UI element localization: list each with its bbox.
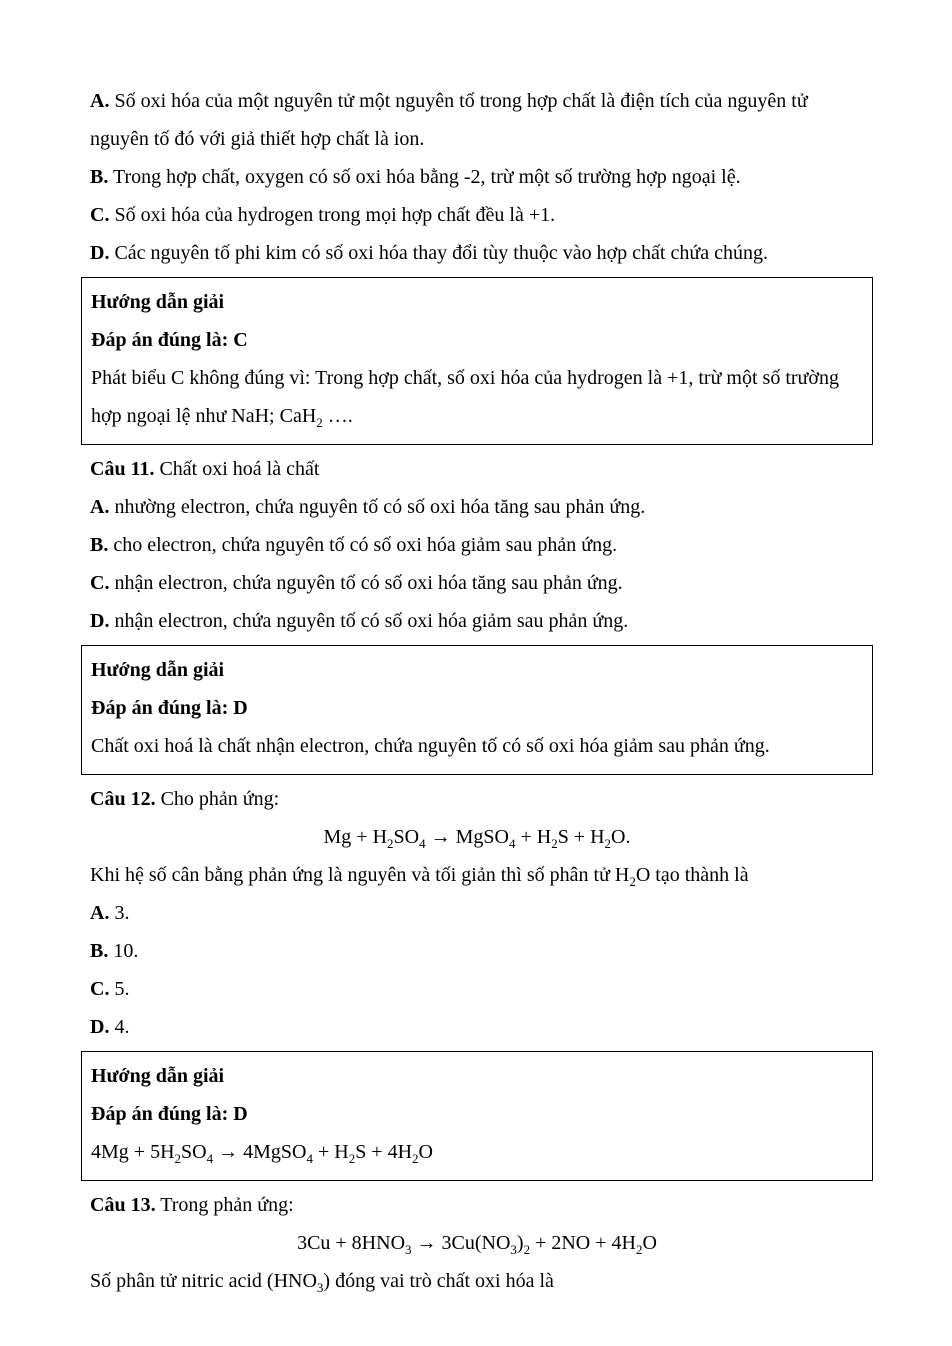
solution-equation-line (91, 1133, 863, 1171)
opening-options (90, 82, 864, 272)
solution-title-line (91, 283, 863, 321)
option-line-a (90, 82, 864, 158)
question-heading (90, 780, 864, 818)
option-line-d (90, 1008, 864, 1046)
question-text: Khi hệ số cân bằng phản ứng là nguyên và tối giản thì số phân tử $H_2O$ tạo thành là (90, 864, 749, 889)
option-text: 4. (109, 1016, 130, 1038)
question-stem: Trong phản ứng: (155, 1194, 294, 1216)
option-label: A. (90, 496, 110, 518)
solution-answer-line (91, 689, 863, 727)
option-label: C. (90, 204, 110, 226)
solution-explanation: Phát biểu C không đúng vì: Trong hợp chất, số oxi hóa của hydrogen là +1, trừ một số trường hợp ngoại lệ như NaH; CaH$_2$ …. (91, 367, 839, 430)
option-text: Số oxi hóa của một nguyên tử một nguyên tố trong hợp chất là điện tích của nguyên tử nguyên tố đó với giả thiết hợp chất là ion. (90, 90, 808, 150)
option-text: nhường electron, chứa nguyên tố có số oxi hóa tăng sau phản ứng. (109, 496, 646, 518)
option-label: C. (90, 978, 110, 1000)
question-heading (90, 450, 864, 488)
option-text: 3. (109, 902, 130, 924)
question-label: Câu 12. (90, 788, 156, 810)
question-label: Câu 11. (90, 458, 155, 480)
option-label: B. (90, 534, 109, 556)
solution-answer: Đáp án đúng là: C (91, 329, 248, 351)
option-label: D. (90, 242, 110, 264)
question-12 (90, 780, 864, 1046)
solution-explanation: Chất oxi hoá là chất nhận electron, chứa nguyên tố có số oxi hóa giảm sau phản ứng. (91, 735, 770, 757)
solution-title-line (91, 651, 863, 689)
solution-box-1 (81, 277, 873, 445)
option-label: D. (90, 610, 110, 632)
question-body (90, 856, 864, 894)
question-body (90, 1262, 864, 1300)
option-label: A. (90, 902, 110, 924)
option-line-d (90, 234, 864, 272)
solution-box-2 (81, 645, 873, 775)
equation-text: $3Cu + 8HNO_3 \to 3Cu(NO_3)_2 + 2NO + 4H_2O$ (297, 1232, 657, 1257)
option-text: 5. (109, 978, 130, 1000)
solution-answer-line (91, 321, 863, 359)
equation-text: $4Mg + 5H_2SO_4$ → 4MgSO$_4$ + $H_2S + 4H_2O$ (91, 1141, 433, 1166)
option-text: nhận electron, chứa nguyên tố có số oxi hóa giảm sau phản ứng. (109, 610, 629, 632)
option-line-a (90, 488, 864, 526)
question-stem: Chất oxi hoá là chất (154, 458, 320, 480)
option-label: A. (90, 90, 110, 112)
option-text: Số oxi hóa của hydrogen trong mọi hợp chất đều là +1. (109, 204, 556, 226)
option-text: 10. (108, 940, 139, 962)
solution-answer: Đáp án đúng là: D (91, 1103, 248, 1125)
solution-title-line (91, 1057, 863, 1095)
chemical-equation (90, 1224, 864, 1262)
question-11 (90, 450, 864, 640)
option-text: Các nguyên tố phi kim có số oxi hóa thay đổi tùy thuộc vào hợp chất chứa chúng. (109, 242, 768, 264)
solution-title: Hướng dẫn giải (91, 291, 225, 313)
question-stem: Cho phản ứng: (155, 788, 280, 810)
solution-answer-line (91, 1095, 863, 1133)
option-line-d (90, 602, 864, 640)
option-line-b (90, 932, 864, 970)
option-label: C. (90, 572, 110, 594)
solution-explanation-line (91, 727, 863, 765)
option-line-b (90, 158, 864, 196)
option-label: D. (90, 1016, 110, 1038)
chemical-equation (90, 818, 864, 856)
question-13 (90, 1186, 864, 1300)
option-text: cho electron, chứa nguyên tố có số oxi hóa giảm sau phản ứng. (108, 534, 618, 556)
option-line-c (90, 196, 864, 234)
option-line-c (90, 564, 864, 602)
option-text: Trong hợp chất, oxygen có số oxi hóa bằng -2, trừ một số trường hợp ngoại lệ. (108, 166, 741, 188)
solution-answer: Đáp án đúng là: D (91, 697, 248, 719)
solution-box-3 (81, 1051, 873, 1181)
option-line-c (90, 970, 864, 1008)
equation-text: $Mg + H_2SO_4$ → MgSO$_4$ + $H_2S + H_2O$. (323, 826, 631, 851)
option-label: B. (90, 166, 109, 188)
question-text: Số phân tử nitric acid $(HNO_3)$ đóng vai trò chất oxi hóa là (90, 1270, 554, 1295)
question-label: Câu 13. (90, 1194, 156, 1216)
solution-explanation-line (91, 359, 863, 435)
option-line-b (90, 526, 864, 564)
question-heading (90, 1186, 864, 1224)
solution-title: Hướng dẫn giải (91, 659, 225, 681)
option-label: B. (90, 940, 109, 962)
solution-title: Hướng dẫn giải (91, 1065, 225, 1087)
option-line-a (90, 894, 864, 932)
option-text: nhận electron, chứa nguyên tố có số oxi hóa tăng sau phản ứng. (109, 572, 623, 594)
